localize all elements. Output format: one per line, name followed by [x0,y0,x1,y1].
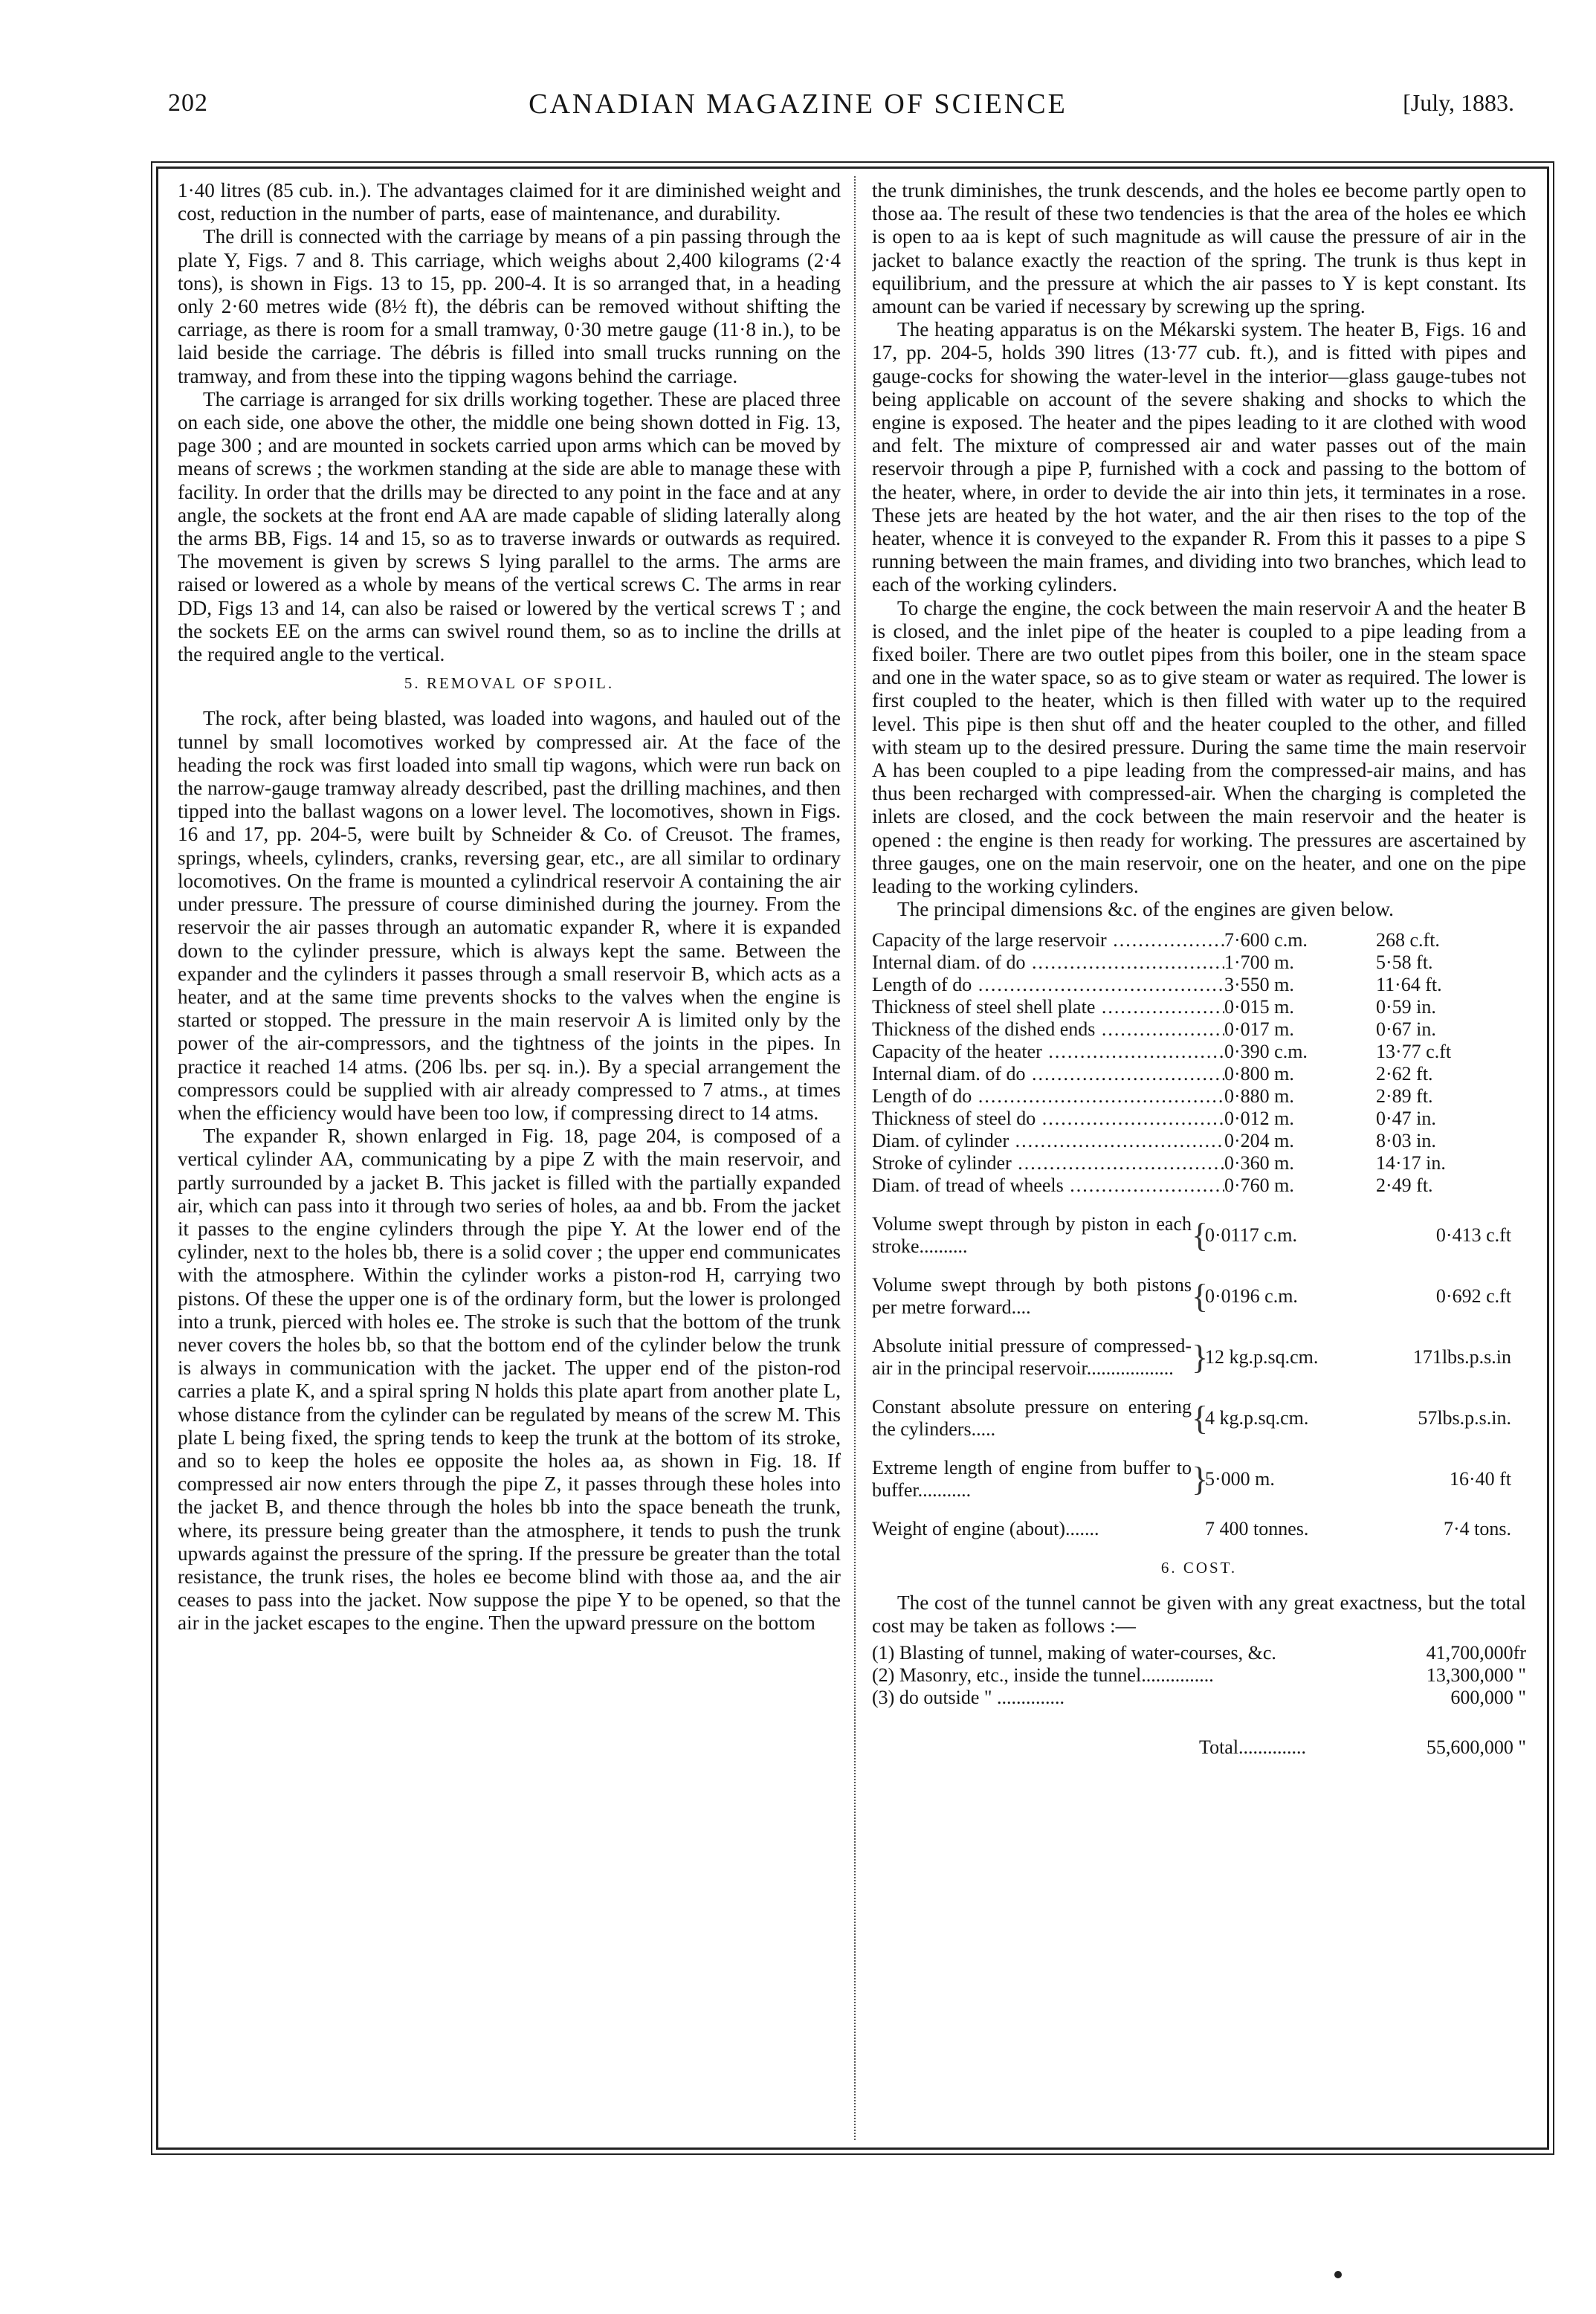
brace: } [1192,1459,1209,1498]
column-divider [854,176,856,2140]
brace: { [1192,1276,1209,1315]
cost-table [872,1642,1526,1709]
page-header [0,0,1596,149]
paragraph: The cost of the tunnel cannot be given with any great exactness, but the total cost may be taken as follows :— [872,1591,1526,1637]
paragraph: The expander R, shown enlarged in Fig. 18, page 204, is composed of a vertical cylinder AA, communicating by a pipe Z with the main reservoir, and partly surrounded by a jacket B. This jacket is filled with the partially expanded air, which can pass into it through two series of holes, aa and bb. From the jacket it passes to the engine cylinders through the pipe Y. At the lower end of the cylinder, next to the holes bb, there is a solid cover ; the upper end communicates with the atmosphere. Within the cylinder works a piston-rod H, carrying two pistons. Of these the upper one is of the ordinary form, but the lower is prolonged into a trunk, pierced with holes ee. The stroke is such that the bottom of the trunk never covers the holes bb, so that the bottom end of the cylinder below the trunk is always in communication with the jacket. The upper end of the piston-rod carries a plate K, and a spiral spring N holds this plate apart from another plate L, whose distance from the cylinder can be regulated by means of the screw M. This plate L being fixed, the spring tends to keep the trunk at the bottom of its stroke, and so to keep the holes ee opposite the holes aa, as shown in Fig. 18. If compressed air now enters through the pipe Z, it passes through these holes into the jacket B, and thence through the holes bb into the space beneath the trunk, where, its pressure being greater than the atmosphere, it tends to push the trunk upwards against the pressure of the spring. If the pressure be greater than the total resistance, the trunk rises, the holes ee become blind with those aa, and the air ceases to pass into the jacket. Now suppose the pipe Y to be opened, so that the air in the jacket escapes to the engine. Then the upward pressure on the bottom [178,1125,841,1635]
paragraph: The drill is connected with the carriage by means of a pin passing through the plate Y, Figs. 7 and 8. This carriage, which weighs about 2,400 kilograms (2·4 tons), is shown in Figs. 13 to 15, pp. 200-4. It is so arranged that, in a heading only 2·60 metres wide (8½ ft), the débris can be removed without shifting the carriage, as there is room for a small tramway, 0·30 metre gauge (11·8 in.), to be laid beside the carriage. The débris is filled into small trucks running on the tramway, and from these into the tipping wagons behind the carriage. [178,225,841,387]
spec-row: Volume swept through by both pistons per metre forward.... { 0·0196 c.m. 0·692 c.ft [872,1273,1511,1318]
brace: { [1192,1398,1209,1437]
spec-row: Volume swept through by piston in each stroke.......... { 0·0117 c.m. 0·413 c.ft [872,1212,1511,1257]
spec-row: Extreme length of engine from buffer to buffer........... } 5·000 m. 16·40 ft [872,1456,1511,1501]
section-heading-removal-of-spoil: 5. REMOVAL OF SPOIL. [404,674,615,693]
table-row: (1) Blasting of tunnel, making of water-courses, &c. 41,700,000fr [872,1642,1526,1664]
table-row: Thickness of steel shell plate ..... 0·015 m. 0·59 in. [872,996,1526,1018]
table-row: Diam. of tread of wheels ..... 0·760 m. 2·49 ft. [872,1174,1526,1197]
dimensions-table [872,929,1526,1197]
paragraph: The carriage is arranged for six drills working together. These are placed three on each side, one above the other, the middle one being shown dotted in Fig. 13, page 300 ; and are mounted in sockets carried upon arms which can be moved by means of screws ; the workmen standing at the side are able to manage these with facility. In order that the drills may be directed to any point in the face and at any angle, the sockets at the front end AA are made capable of sliding laterally along the arms BB, Figs. 14 and 15, so as to traverse inwards or outwards as required. The movement is given by screws S lying parallel to the arms. The arms are raised or lowered as a whole by means of the vertical screws C. The arms in rear DD, Figs 13 and 14, can also be raised or lowered by the vertical screws T ; and the sockets EE on the arms can swivel round them, so as to incline the drills at the required angle to the vertical. [178,387,841,666]
paragraph: The principal dimensions &c. of the engines are given below. [897,898,1394,921]
text-frame [156,167,1549,2150]
paragraph: To charge the engine, the cock between the main reservoir A and the heater B is closed, and the inlet pipe of the heater is coupled to a pipe leading from a fixed boiler. There are two outlet pipes from this boiler, one in the steam space and one in the water space, so as to give steam or water as required. The lower is first coupled to the heater, which is then filled with water up to the required level. This pipe is then shut off and the heater coupled to the other, and filled with steam up to the desired pressure. During the same time the main reservoir A has been coupled to a pipe leading from the compressed-air mains, and has thus been recharged with compressed-air. When the charging is completed the inlets are closed, and the cock between the main reservoir and the heater is opened : the engine is then ready for working. The pressures are ascertained by three gauges, one on the main reservoir, one on the heater, and one on the pipe leading to the working cylinders. [872,596,1526,898]
table-row: Thickness of steel do ..... 0·012 m. 0·47 in. [872,1108,1526,1130]
left-column [178,179,841,2137]
table-row: (3) do outside " .............. 600,000 " [872,1687,1526,1709]
print-mark [1334,2271,1342,2278]
spec-row: Weight of engine (about)....... 7 400 tonnes. 7·4 tons. [872,1517,1511,1539]
table-row: Length of do ..... 3·550 m. 11·64 ft. [872,974,1526,996]
paragraph: the trunk diminishes, the trunk descends, and the holes ee become partly open to those aa. The result of these two tendencies is that the area of the holes ee which is open to aa is kept of such magnitude as will cause the pressure of air in the jacket to balance exactly the reaction of the spring. The trunk is thus kept in equilibrium, and the pressure at which the air passes to Y is kept constant. Its amount can be varied if necessary by screwing up the spring. [872,179,1526,318]
table-row: Internal diam. of do ..... 1·700 m. 5·58 ft. [872,951,1526,974]
cost-total: Total.............. 55,600,000 " [1199,1736,1526,1759]
table-row: (2) Masonry, etc., inside the tunnel............... 13,300,000 " [872,1664,1526,1687]
section-heading-cost: 6. COST. [1160,1558,1238,1577]
spec-row: Constant absolute pressure on entering the cylinders..... { 4 kg.p.sq.cm. 57lbs.p.s.in. [872,1395,1511,1440]
table-row: Capacity of the large reservoir ..... 7·600 c.m. 268 c.ft. [872,929,1526,951]
table-row: Capacity of the heater ..... 0·390 c.m. 13·77 c.ft [872,1041,1526,1063]
table-row: Internal diam. of do ..... 0·800 m. 2·62 ft. [872,1063,1526,1085]
right-column [872,179,1526,2137]
brace: { [1192,1215,1209,1254]
brace: } [1192,1337,1209,1376]
table-row: Length of do ..... 0·880 m. 2·89 ft. [872,1085,1526,1108]
paragraph: The heating apparatus is on the Mékarski system. The heater B, Figs. 16 and 17, pp. 204-5, holds 390 litres (13·77 cub. ft.), and is fitted with pipes and gauge-cocks for showing the water-level in the interior—glass gauge-tubes not being applicable on account of the severe shaking and shocks to which the engine is exposed. The heater and the pipes leading to it are clothed with wood and felt. The mixture of compressed air and water passes out of the main reservoir through a pipe P, furnished with a cock and passing to the bottom of the heater, where, in order to devide the air into thin jets, it terminates in a rose. These jets are heated by the hot water, and the air then rises to the top of the heater, whence it is conveyed to the expander R. From this it passes to a pipe S running between the main frames, and dividing into two branches, which lead to each of the working cylinders. [872,318,1526,596]
running-title: CANADIAN MAGAZINE OF SCIENCE [529,88,1067,120]
paragraph: 1·40 litres (85 cub. in.). The advantages claimed for it are diminished weight and cost, reduction in the number of parts, ease of maintenance, and durability. [178,179,841,225]
table-row: Thickness of the dished ends ..... 0·017 m. 0·67 in. [872,1018,1526,1041]
table-row: Stroke of cylinder ..... 0·360 m. 14·17 in. [872,1152,1526,1174]
paragraph: The rock, after being blasted, was loaded into wagons, and hauled out of the tunnel by small locomotives worked by compressed air. At the face of the heading the rock was first loaded into small tip wagons, which were run back on the narrow-gauge tramway already described, past the drilling machines, and then tipped into the ballast wagons on a lower level. The locomotives, shown in Figs. 16 and 17, pp. 204-5, were built by Schneider & Co. of Creusot. The frames, springs, wheels, cylinders, cranks, reversing gear, etc., are all similar to ordinary locomotives. On the frame is mounted a cylindrical reservoir A containing the air under pressure. The pressure of course diminished during the journey. From the reservoir the air passes through an automatic expander R, where it is expanded down to the cylinder pressure, which is always kept the same. Between the expander and the cylinders it passes through a small reservoir B, which acts as a heater, and at the same time prevents shocks to the valves when the engine is started or stopped. The pressure in the main reservoir A is limited only by the power of the air-compressors, and the tightness of the joints in the pipes. In practice it reached 14 atms. (206 lbs. per sq. in.). By a special arrangement the compressors could be supplied with air already compressed to 7 atms., at times when the efficiency would have been too low, if compressing direct to 14 atms. [178,707,841,1124]
spec-row: Absolute initial pressure of compressed-air in the principal reservoir.................. } 12 kg.p.sq.cm. 171lbs.p.s.in [872,1334,1511,1379]
issue-date: [July, 1883. [1403,89,1514,116]
table-row: Diam. of cylinder ..... 0·204 m. 8·03 in. [872,1130,1526,1152]
page-number: 202 [168,89,208,117]
